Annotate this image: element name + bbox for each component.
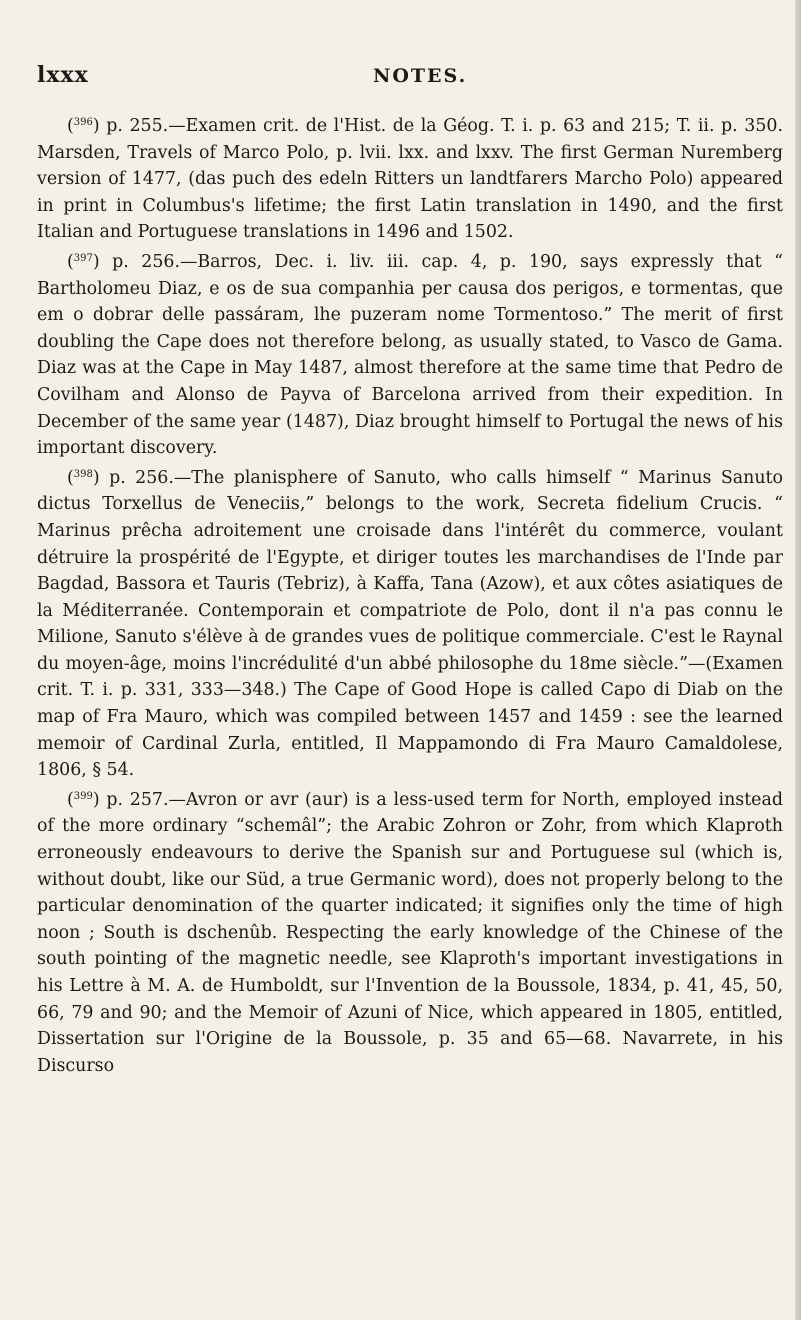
note-text: p. 256.—Barros, Dec. i. liv. iii. cap. 4, p. 190, says expressly that “ Bartholomeu Diaz, e os de sua companhia per causa dos perigos, e tormentas, que em o dobrar delle passáram, lhe puzeram nome Tormentoso.” The merit of first doubling the Cape does not therefore belong, as usually stated, to Vasco de Gama. Diaz was at the Cape in May 1487, almost therefore at the same time that Pedro de Covilham and Alonso de Payva of Barcelona arrived from their expedition. In December of the same year (1487), Diaz brought himself to Portugal the news of his important discovery.	[37, 251, 783, 459]
note-number: 398	[73, 468, 93, 480]
running-title: NOTES.	[373, 65, 468, 87]
note-text: p. 255.—Examen crit. de l'Hist. de la Géog. T. i. p. 63 and 215; T. ii. p. 350. Marsden, Travels of Marco Polo, p. lvii. lxx. and lxxv. The first German Nuremberg version of 1477, (das puch des edeln Ritters un landtfarers Marcho Polo) appeared in print in Columbus's lifetime; the first Latin translation in 1490, and the first Italian and Portuguese translations in 1496 and 1502.	[37, 116, 783, 243]
note-399: ($^{399}$) p. 257.—Avron or avr (aur) is a less-used term for North, employed instead of the more ordinary “schemâl”; the Arabic Zohron or Zohr, from which Klaproth erroneously endeavours to derive the Spanish sur and Portuguese sul (which is, without doubt, like our Süd, a true Germanic word), does not properly belong to the particular denomination of the quarter indicated; it signifies only the time of high noon ; South is dschenûb. Respecting the early knowledge of the Chinese of the south pointing of the magnetic needle, see Klaproth's important investigations in his Lettre à M. A. de Humboldt, sur l'Invention de la Boussole, 1834, p. 41, 45, 50, 66, 79 and 90; and the Memoir of Azuni of Nice, which appeared in 1805, entitled, Dissertation sur l'Origine de la Boussole, p. 35 and 65—68. Navarrete, in his Discurso	[37, 789, 783, 1076]
notes-body	[37, 110, 783, 1079]
note-396: ($^{396}$) p. 255.—Examen crit. de l'Hist. de la Géog. T. i. p. 63 and 215; T. ii. p. 350. Marsden, Travels of Marco Polo, p. lvii. lxx. and lxxv. The first German Nuremberg version of 1477, (das puch des edeln Ritters un landtfarers Marcho Polo) appeared in print in Columbus's lifetime; the first Latin translation in 1490, and the first Italian and Portuguese translations in 1496 and 1502.	[37, 116, 783, 243]
note-number: 397	[73, 252, 93, 264]
note-text: p. 257.—Avron or avr (aur) is a less-used term for North, employed instead of the more ordinary “schemâl”; the Arabic Zohron or Zohr, from which Klaproth erroneously endeavours to derive the Spanish sur and Portuguese sul (which is, without doubt, like our Süd, a true Germanic word), does not properly belong to the particular denomination of the quarter indicated; it signifies only the time of high noon ; South is dschenûb. Respecting the early knowledge of the Chinese of the south pointing of the magnetic needle, see Klaproth's important investigations in his Lettre à M. A. de Humboldt, sur l'Invention de la Boussole, 1834, p. 41, 45, 50, 66, 79 and 90; and the Memoir of Azuni of Nice, which appeared in 1805, entitled, Dissertation sur l'Origine de la Boussole, p. 35 and 65—68. Navarrete, in his Discurso	[37, 789, 783, 1076]
page-edge	[795, 0, 801, 1320]
note-398: ($^{398}$) p. 256.—The planisphere of Sanuto, who calls himself “ Marinus Sanuto dictus Torxellus de Veneciis,” belongs to the work, Secreta fidelium Crucis. “ Marinus prêcha adroitement une croisade dans l'intérêt du commerce, voulant détruire la prospérité de l'Egypte, et diriger toutes les marchandises de l'Inde par Bagdad, Bassora et Tauris (Tebriz), à Kaffa, Tana (Azow), et aux côtes asiatiques de la Méditerranée. Contemporain et compatriote de Polo, dont il n'a pas connu le Milione, Sanuto s'élève à de grandes vues de politique commerciale. C'est le Raynal du moyen-âge, moins l'incrédulité d'un abbé philosophe du 18me siècle.”—(Examen crit. T. i. p. 331, 333—348.) The Cape of Good Hope is called Capo di Diab on the map of Fra Mauro, which was compiled between 1457 and 1459 : see the learned memoir of Cardinal Zurla, entitled, Il Mappamondo di Fra Mauro Camaldolese, 1806, § 54.	[37, 467, 783, 781]
note-397: ($^{397}$) p. 256.—Barros, Dec. i. liv. iii. cap. 4, p. 190, says expressly that “ Bartholomeu Diaz, e os de sua companhia per causa dos perigos, e tormentas, que em o dobrar delle passáram, lhe puzeram nome Tormentoso.” The merit of first doubling the Cape does not therefore belong, as usually stated, to Vasco de Gama. Diaz was at the Cape in May 1487, almost therefore at the same time that Pedro de Covilham and Alonso de Payva of Barcelona arrived from their expedition. In December of the same year (1487), Diaz brought himself to Portugal the news of his important discovery.	[37, 251, 783, 459]
note-text: p. 256.—The planisphere of Sanuto, who calls himself “ Marinus Sanuto dictus Torxellus de Veneciis,” belongs to the work, Secreta fidelium Crucis. “ Marinus prêcha adroitement une croisade dans l'intérêt du commerce, voulant détruire la prospérité de l'Egypte, et diriger toutes les marchandises de l'Inde par Bagdad, Bassora et Tauris (Tebriz), à Kaffa, Tana (Azow), et aux côtes asiatiques de la Méditerranée. Contemporain et compatriote de Polo, dont il n'a pas connu le Milione, Sanuto s'élève à de grandes vues de politique commerciale. C'est le Raynal du moyen-âge, moins l'incrédulité d'un abbé philosophe du 18me siècle.”—(Examen crit. T. i. p. 331, 333—348.) The Cape of Good Hope is called Capo di Diab on the map of Fra Mauro, which was compiled between 1457 and 1459 : see the learned memoir of Cardinal Zurla, entitled, Il Mappamondo di Fra Mauro Camaldolese, 1806, § 54.	[37, 467, 783, 781]
page-number: lxxx	[37, 62, 89, 88]
note-number: 396	[73, 117, 93, 128]
note-number: 399	[73, 790, 93, 802]
page-header	[37, 62, 783, 88]
